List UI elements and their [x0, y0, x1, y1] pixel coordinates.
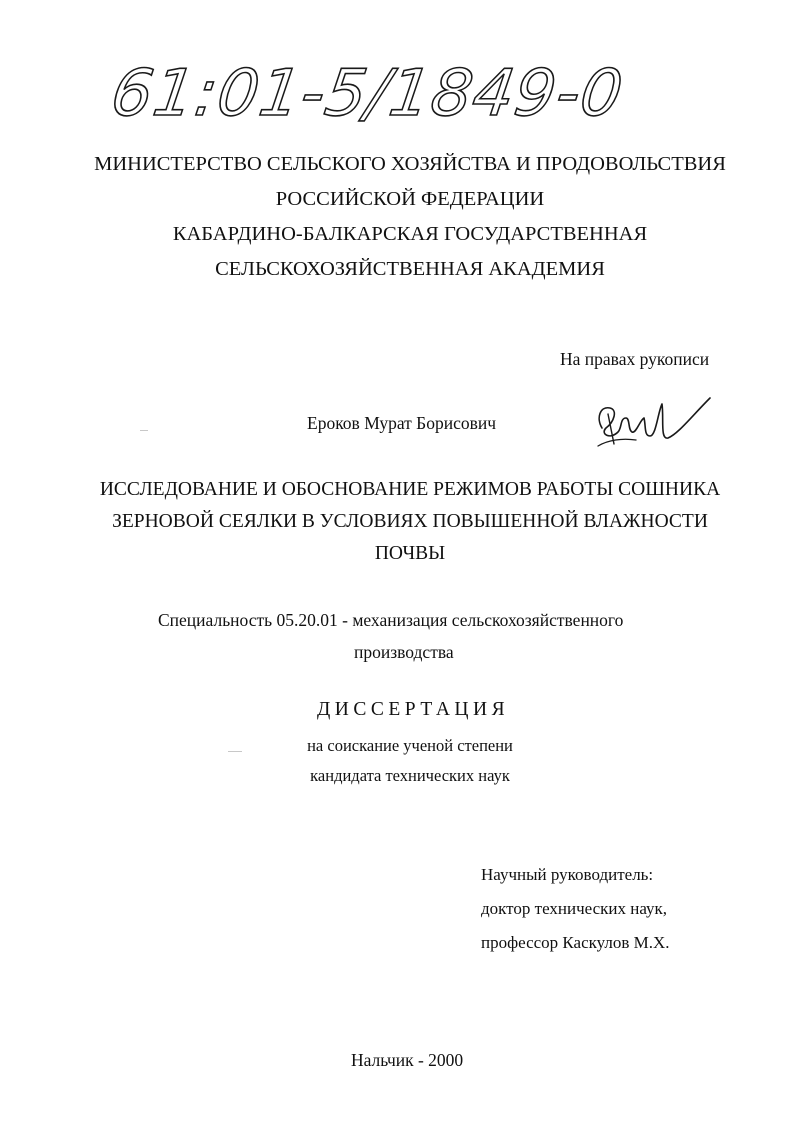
manuscript-rights: На правах рукописи	[560, 349, 710, 369]
degree-line: на соискание ученой степени	[307, 736, 513, 755]
ministry-line: СЕЛЬСКОХОЗЯЙСТВЕННАЯ АКАДЕМИЯ	[215, 258, 605, 280]
title-line: ПОЧВЫ	[374, 543, 446, 564]
advisor-name: профессор Каскулов М.Х.	[481, 933, 670, 952]
specialty-line: производства	[354, 642, 454, 662]
title-line: ИССЛЕДОВАНИЕ И ОБОСНОВАНИЕ РЕЖИМОВ РАБОТЫ СОШНИКА	[99, 479, 721, 500]
scientific-advisor	[481, 858, 670, 960]
advisor-degree: доктор технических наук,	[481, 899, 668, 918]
document-type: ДИССЕРТАЦИЯ	[317, 699, 510, 720]
scan-speck	[140, 430, 148, 431]
degree-line: кандидата технических наук	[310, 766, 510, 785]
specialty	[158, 604, 624, 662]
dissertation-title	[0, 474, 793, 570]
degree-sought	[0, 731, 793, 791]
scan-speck	[228, 751, 242, 752]
ministry-line: МИНИСТЕРСТВО СЕЛЬСКОГО ХОЗЯЙСТВА И ПРОДОВОЛЬСТВИЯ	[94, 153, 726, 175]
author-name: Ероков Мурат Борисович	[307, 413, 497, 433]
title-line: ЗЕРНОВОЙ СЕЯЛКИ В УСЛОВИЯХ ПОВЫШЕННОЙ ВЛАЖНОСТИ	[112, 511, 708, 532]
signature-icon	[588, 388, 713, 456]
advisor-label: Научный руководитель:	[481, 865, 654, 884]
ministry-line: КАБАРДИНО-БАЛКАРСКАЯ ГОСУДАРСТВЕННАЯ	[172, 223, 648, 245]
ministry-header	[0, 147, 793, 287]
ministry-line: РОССИЙСКОЙ ФЕДЕРАЦИИ	[275, 188, 545, 210]
specialty-line: Специальность 05.20.01 - механизация сельскохозяйственного	[158, 610, 624, 630]
archive-stamp: 61:01-5/1849-0	[106, 57, 628, 131]
city-year: Нальчик - 2000	[351, 1050, 464, 1070]
